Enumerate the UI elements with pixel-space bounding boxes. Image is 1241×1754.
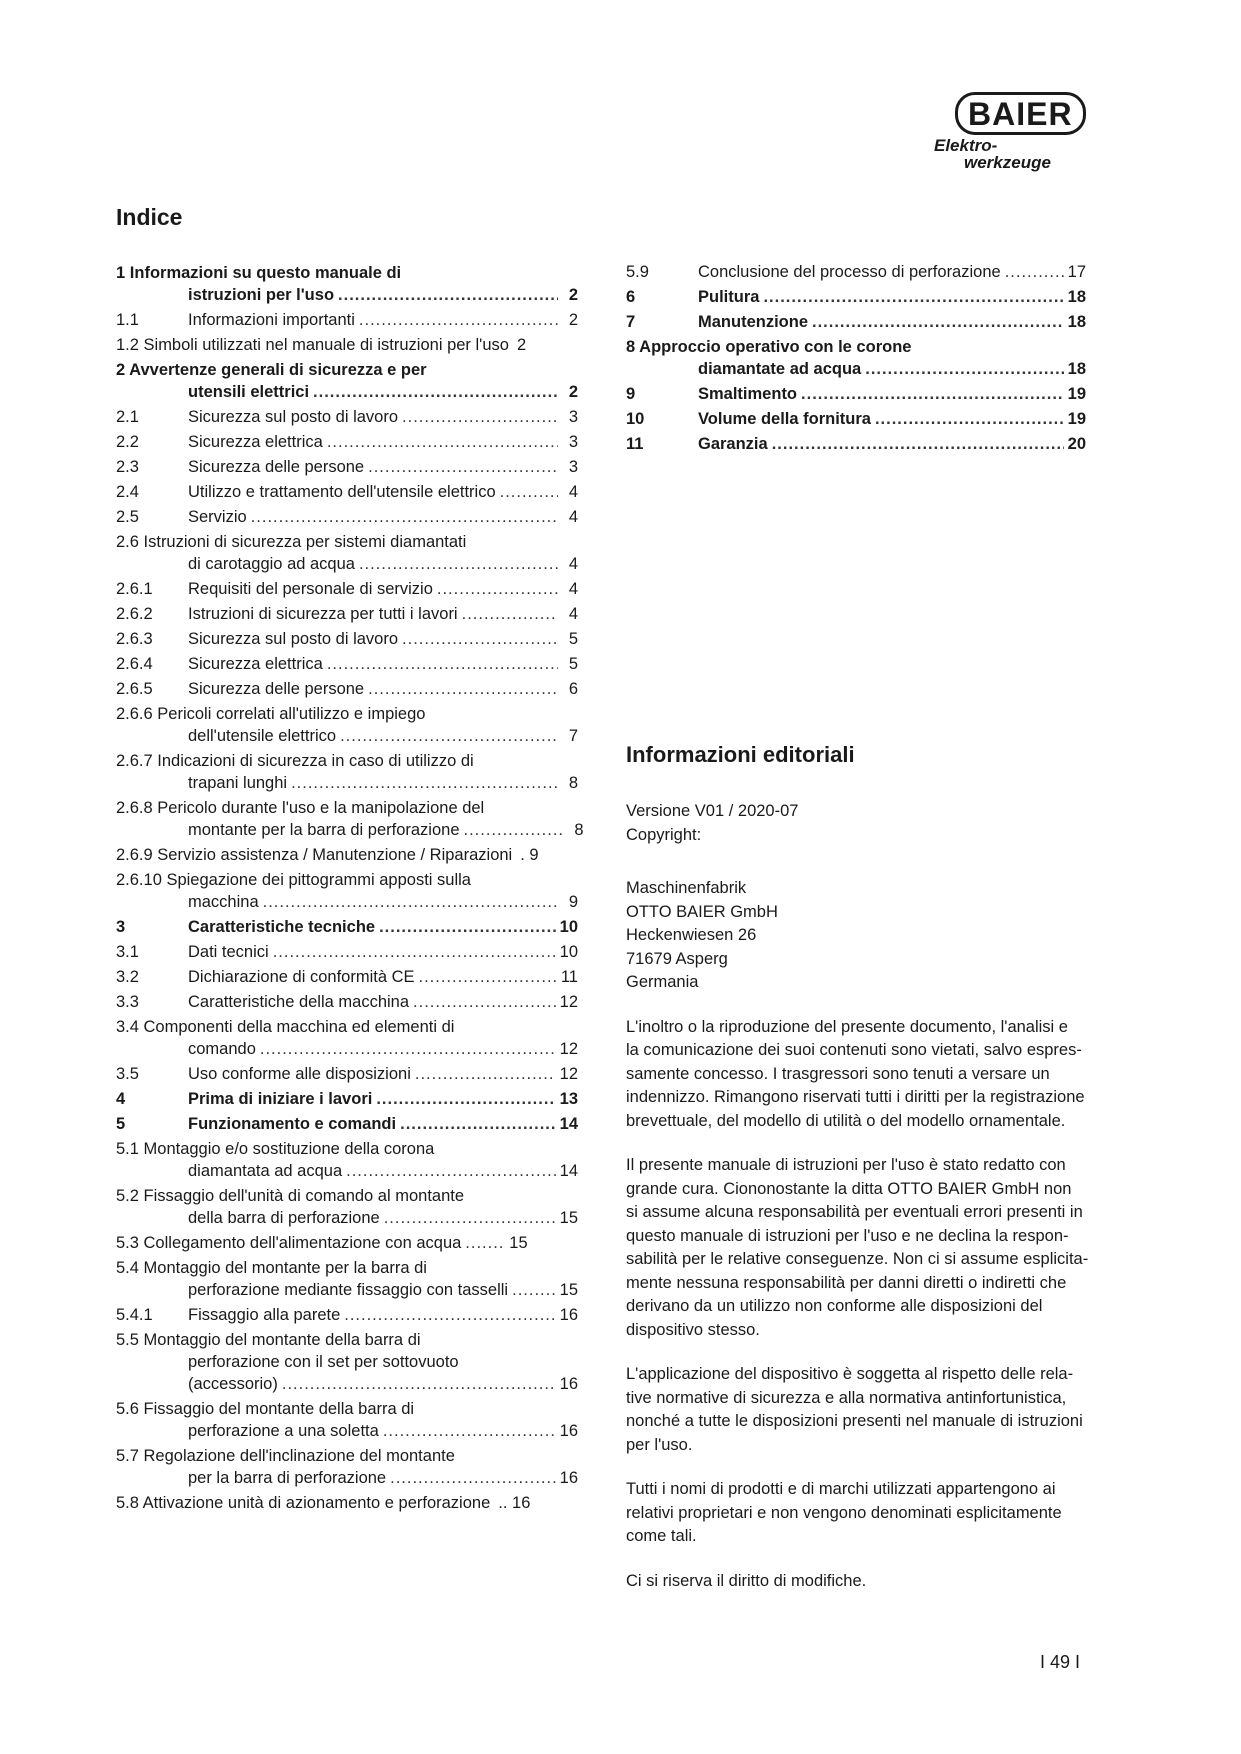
toc-entry-4[interactable]: 4 Prima di iniziare i lavori ..... 13	[116, 1088, 578, 1110]
toc-left-column	[116, 262, 584, 1517]
toc-entry-2-5[interactable]: 2.5 Servizio ..... 4	[116, 506, 578, 528]
toc-entry-2-6-4[interactable]: 2.6.4 Sicurezza elettrica ..... 5	[116, 653, 578, 675]
toc-entry-2-6-10[interactable]: 2.6.10 Spiegazione dei pittogrammi apposti sulla macchina ..... 9	[116, 869, 578, 913]
toc-entry-3-5[interactable]: 3.5 Uso conforme alle disposizioni ..... 12	[116, 1063, 578, 1085]
version-text: Versione V01 / 2020-07	[626, 802, 799, 820]
editorial-version-block	[626, 800, 1096, 847]
toc-entry-3-4[interactable]: 3.4 Componenti della macchina ed elementi di comando ..... 12	[116, 1016, 578, 1060]
toc-entry-2-6-7[interactable]: 2.6.7 Indicazioni di sicurezza in caso di utilizzo di trapani lunghi ..... 8	[116, 750, 578, 794]
logo-brand: BAIER	[955, 92, 1086, 135]
reproduction-notice: L'inoltro o la riproduzione del presente documento, l'analisi e la comunicazione dei suoi contenuti sono vietati, salvo espres- samente concesso. I trasgressori sono tenuti a versare un indennizzo. Rimangono riservati tutti i diritti per la registrazione brevettuale, del modello di utilità o del modello ornamentale.	[626, 1017, 1085, 1130]
address-block: Maschinenfabrik OTTO BAIER GmbH Heckenwiesen 26 71679 Asperg Germania	[626, 879, 778, 991]
logo-sub-line2: werkzeuge	[964, 153, 1051, 172]
toc-entry-2-6-6[interactable]: 2.6.6 Pericoli correlati all'utilizzo e impiego dell'utensile elettrico ..... 7	[116, 703, 578, 747]
toc-entry-2-3[interactable]: 2.3 Sicurezza delle persone ..... 3	[116, 456, 578, 478]
toc-entry-3[interactable]: 3 Caratteristiche tecniche ..... 10	[116, 916, 578, 938]
toc-entry-5-4[interactable]: 5.4 Montaggio del montante per la barra di perforazione mediante fissaggio con tasselli ..... 15	[116, 1257, 578, 1301]
logo-sub-line1: Elektro-	[934, 136, 998, 155]
toc-entry-9[interactable]: 9 Smaltimento ..... 19	[626, 383, 1086, 405]
toc-entry-2-4[interactable]: 2.4 Utilizzo e trattamento dell'utensile elettrico ..... 4	[116, 481, 578, 503]
toc-entry-2-2[interactable]: 2.2 Sicurezza elettrica ..... 3	[116, 431, 578, 453]
toc-entry-2-6-3[interactable]: 2.6.3 Sicurezza sul posto di lavoro ..... 5	[116, 628, 578, 650]
toc-entry-8[interactable]: 8 Approccio operativo con le corone diamantate ad acqua ..... 18	[626, 336, 1086, 380]
modifications-notice: Ci si riserva il diritto di modifiche.	[626, 1571, 867, 1590]
toc-entry-11[interactable]: 11 Garanzia ..... 20	[626, 433, 1086, 455]
toc-entry-5[interactable]: 5 Funzionamento e comandi ..... 14	[116, 1113, 578, 1135]
toc-entry-1-1[interactable]: 1.1 Informazioni importanti ..... 2	[116, 309, 578, 331]
toc-entry-5-4-1[interactable]: 5.4.1 Fissaggio alla parete ..... 16	[116, 1304, 578, 1326]
toc-entry-5-5[interactable]: 5.5 Montaggio del montante della barra di perforazione con il set per sottovuoto (accessorio) ..... 16	[116, 1329, 578, 1395]
toc-entry-2-1[interactable]: 2.1 Sicurezza sul posto di lavoro ..... 3	[116, 406, 578, 428]
toc-entry-5-1[interactable]: 5.1 Montaggio e/o sostituzione della corona diamantata ad acqua ..... 14	[116, 1138, 578, 1182]
trademark-notice: Tutti i nomi di prodotti e di marchi utilizzati appartengono ai relativi proprietari e non vengono denominati esplicitamente come tali.	[626, 1480, 1062, 1545]
toc-entry-5-8[interactable]: 5.8 Attivazione unità di azionamento e perforazione .. 16	[116, 1494, 531, 1512]
toc-entry-2-6-1[interactable]: 2.6.1 Requisiti del personale di servizio ..... 4	[116, 578, 578, 600]
toc-entry-2[interactable]: 2 Avvertenze generali di sicurezza e per utensili elettrici ..... 2	[116, 359, 578, 403]
toc-entry-7[interactable]: 7 Manutenzione ..... 18	[626, 311, 1086, 333]
editorial-title: Informazioni editoriali	[626, 742, 855, 767]
toc-entry-6[interactable]: 6 Pulitura ..... 18	[626, 286, 1086, 308]
liability-notice: Il presente manuale di istruzioni per l'uso è stato redatto con grande cura. Ciononostante la ditta OTTO BAIER GmbH non si assume alcuna responsabilità per eventuali errori presenti in questo manuale di istruzioni per l'uso e ne declina la respon- sabilità per le relative conseguenze. Non ci si assume esplicita- mente nessuna responsabilità per danni diretti o indiretti che derivano da un utilizzo non conforme alle disposizioni del dispositivo stesso.	[626, 1156, 1089, 1339]
toc-right-column	[626, 261, 1086, 458]
toc-entry-2-6-8[interactable]: 2.6.8 Pericolo durante l'uso e la manipolazione del montante per la barra di perforazione ..... 8	[116, 797, 578, 841]
toc-entry-5-2[interactable]: 5.2 Fissaggio dell'unità di comando al montante della barra di perforazione ..... 15	[116, 1185, 578, 1229]
toc-entry-2-6-9[interactable]: 2.6.9 Servizio assistenza / Manutenzione / Riparazioni . 9	[116, 846, 539, 864]
safety-notice: L'applicazione del dispositivo è soggetta al rispetto delle rela- tive normative di sicurezza e alla normativa antinfortunistica, nonché a tutte le disposizioni presenti nel manuale di istruzioni per l'uso.	[626, 1365, 1083, 1454]
toc-entry-5-7[interactable]: 5.7 Regolazione dell'inclinazione del montante per la barra di perforazione ..... 16	[116, 1445, 578, 1489]
toc-entry-5-9[interactable]: 5.9 Conclusione del processo di perforazione ..... 17	[626, 261, 1086, 283]
toc-entry-2-6[interactable]: 2.6 Istruzioni di sicurezza per sistemi diamantati di carotaggio ad acqua ..... 4	[116, 531, 578, 575]
toc-entry-1-2[interactable]: 1.2 Simboli utilizzati nel manuale di istruzioni per l'uso 2	[116, 336, 527, 354]
toc-entry-5-6[interactable]: 5.6 Fissaggio del montante della barra di perforazione a una soletta ..... 16	[116, 1398, 578, 1442]
toc-entry-3-2[interactable]: 3.2 Dichiarazione di conformità CE ..... 11	[116, 966, 578, 988]
toc-entry-3-3[interactable]: 3.3 Caratteristiche della macchina ..... 12	[116, 991, 578, 1013]
editorial-text	[626, 800, 1096, 1614]
toc-entry-1[interactable]: 1 Informazioni su questo manuale di istruzioni per l'uso ..... 2	[116, 262, 578, 306]
toc-entry-5-3[interactable]: 5.3 Collegamento dell'alimentazione con acqua ..... 15	[116, 1232, 578, 1254]
toc-entry-2-6-5[interactable]: 2.6.5 Sicurezza delle persone ..... 6	[116, 678, 578, 700]
copyright-label: Copyright:	[626, 825, 702, 844]
page-number: I 49 I	[1040, 1652, 1081, 1672]
baier-logo	[934, 92, 1094, 171]
toc-entry-2-6-2[interactable]: 2.6.2 Istruzioni di sicurezza per tutti i lavori ..... 4	[116, 603, 578, 625]
toc-entry-10[interactable]: 10 Volume della fornitura ..... 19	[626, 408, 1086, 430]
toc-entry-3-1[interactable]: 3.1 Dati tecnici ..... 10	[116, 941, 578, 963]
toc-title: Indice	[116, 204, 183, 230]
